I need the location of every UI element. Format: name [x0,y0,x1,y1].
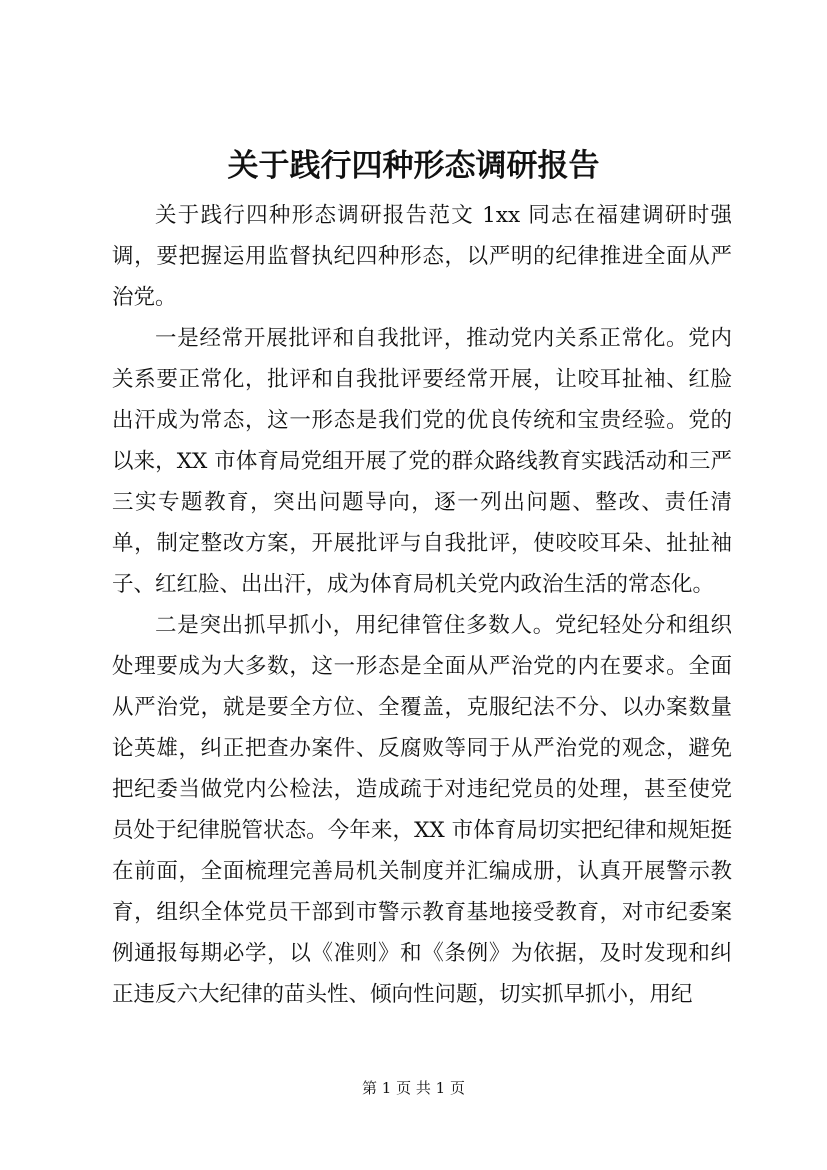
document-body [112,195,732,1015]
paragraph-intro: 关于践行四种形态调研报告范文 1xx 同志在福建调研时强调，要把握运用监督执纪四种形态，以严明的纪律推进全面从严治党。 [112,203,732,310]
paragraph-second-form: 二是突出抓早抓小，用纪律管住多数人。党纪轻处分和组织处理要成为大多数，这一形态是全面从严治党的内在要求。全面从严治党，就是要全方位、全覆盖，克服纪法不分、以办案数量论英雄，纠正把查办案件、反腐败等同于从严治党的观念，避免把纪委当做党内公检法，造成疏于对违纪党员的处理，甚至使党员处于纪律脱管状态。今年来，XX 市体育局切实把纪律和规矩挺在前面，全面梳理完善局机关制度并汇编成册，认真开展警示教育，组织全体党员干部到市警示教育基地接受教育，对市纪委案例通报每期必学，以《准则》和《条例》为依据，及时发现和纠正违反六大纪律的苗头性、倾向性问题，切实抓早抓小，用纪 [112,613,732,1007]
paragraph-first-form: 一是经常开展批评和自我批评，推动党内关系正常化。党内关系要正常化，批评和自我批评要经常开展，让咬耳扯袖、红脸出汗成为常态，这一形态是我们党的优良传统和宝贵经验。党的以来，XX 市体育局党组开展了党的群众路线教育实践活动和三严三实专题教育，突出问题导向，逐一列出问题、整改、责任清单，制定整改方案，开展批评与自我批评，使咬咬耳朵、扯扯袖子、红红脸、出出汗，成为体育局机关党内政治生活的常态化。 [112,326,732,597]
document-title: 关于践行四种形态调研报告 [227,148,600,184]
page-footer: 第 1 页 共 1 页 [362,1079,465,1097]
